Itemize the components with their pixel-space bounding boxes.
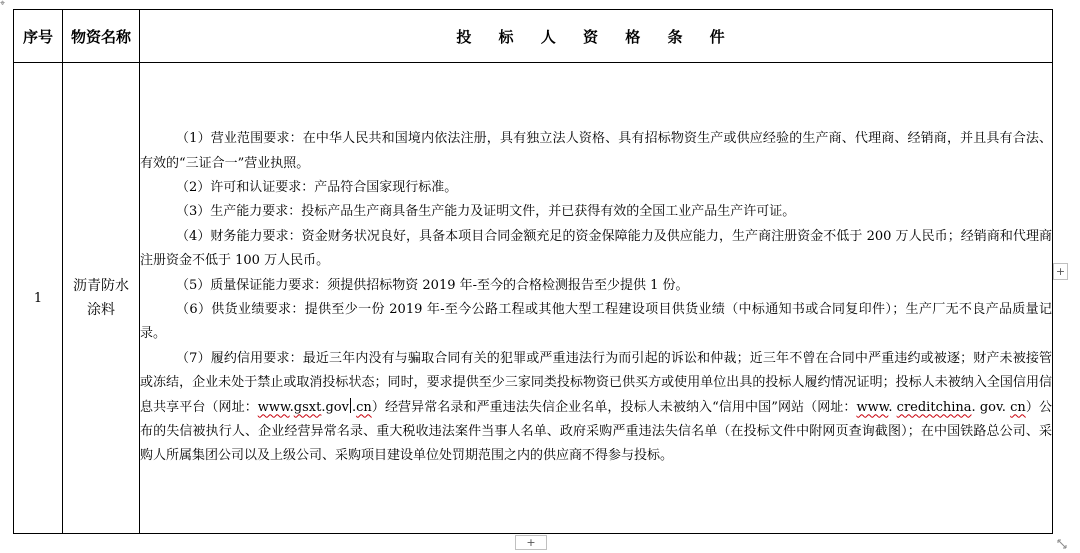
header-qualification: 投 标 人 资 格 条 件 <box>140 10 1053 63</box>
requirement-7: （7）履约信用要求：最近三年内没有与骗取合同有关的犯罪或严重违法行为而引起的诉讼和仲裁；近三年不曾在合同中严重违约或被逐；财产未被接管或冻结，企业未处于禁止或取消投标状态；同时，要求提供至少三家同类投标物资已供买方或使用单位出具的投标人履约情况证明；投标人未被纳入全国信用信息共享平台（网址：www.gsxt.gov .cn）经营异常名录和严重违法失信企业名单，投标人未被纳入“信用中国”网站（网址：www. creditchina. gov. cn）公布的失信被执行人、企业经营异常名录、重大税收违法案件当事人名单、政府采购严重违法失信名单（在投标文件中附网页查询截图）；在中国铁路总公司、采购人所属集团公司以及上级公司、采购项目建设单位处罚期范围之内的供应商不得参与投标。 <box>140 350 1052 464</box>
table-anchor-icon[interactable]: ⌖ <box>0 0 6 9</box>
requirement-6: （6）供货业绩要求：提供至少一份 2019 年-至今公路工程或其他大型工程建设项目供货业绩（中标通知书或合同复印件）；生产厂无不良产品质量记录。 <box>140 302 1052 342</box>
url-gsxt-domain: gsxt <box>293 399 322 415</box>
material-name-line2: 涂料 <box>87 302 115 318</box>
table-resize-icon[interactable] <box>1056 538 1068 550</box>
add-row-button[interactable]: + <box>515 535 547 550</box>
url-creditchina-tld: cn <box>1010 399 1026 415</box>
url-gsxt-tld: cn <box>356 399 372 415</box>
requirement-3: （3）生产能力要求：投标产品生产商具备生产能力及证明文件，并已获得有效的全国工业产品生产许可证。 <box>176 204 796 220</box>
table-row <box>14 63 1053 534</box>
header-index: 序号 <box>14 10 63 63</box>
requirement-1: （1）营业范围要求：在中华人民共和国境内依法注册，具有独立法人资格、具有招标物资生产或供应经验的生产商、代理商、经销商，并且具有合法、有效的“三证合一”营业执照。 <box>140 131 1052 171</box>
requirement-5: （5）质量保证能力要求：须提供招标物资 2019 年-至今的合格检测报告至少提供 1 份。 <box>176 277 689 293</box>
requirement-2: （2）许可和认证要求：产品符合国家现行标准。 <box>176 179 458 195</box>
row-requirements[interactable] <box>140 63 1053 534</box>
qualification-table <box>13 9 1053 534</box>
url-creditchina-www: www <box>856 399 889 415</box>
url-creditchina-domain: creditchina <box>896 399 972 415</box>
url-gsxt-www: www <box>257 399 290 415</box>
requirement-4: （4）财务能力要求：资金财务状况良好，具备本项目合同金额充足的资金保障能力及供应能力，生产商注册资金不低于 200 万人民币；经销商和代理商注册资金不低于 100 万人民币。 <box>140 228 1052 269</box>
url-gsxt-gov: gov <box>325 399 349 415</box>
table-header-row <box>14 10 1053 63</box>
header-material-name: 物资名称 <box>63 10 140 63</box>
text-cursor <box>350 398 351 413</box>
add-column-button[interactable]: + <box>1053 263 1068 280</box>
row-material-name <box>63 63 140 534</box>
row-index: 1 <box>14 63 63 534</box>
material-name-line1: 沥青防水 <box>73 278 129 294</box>
